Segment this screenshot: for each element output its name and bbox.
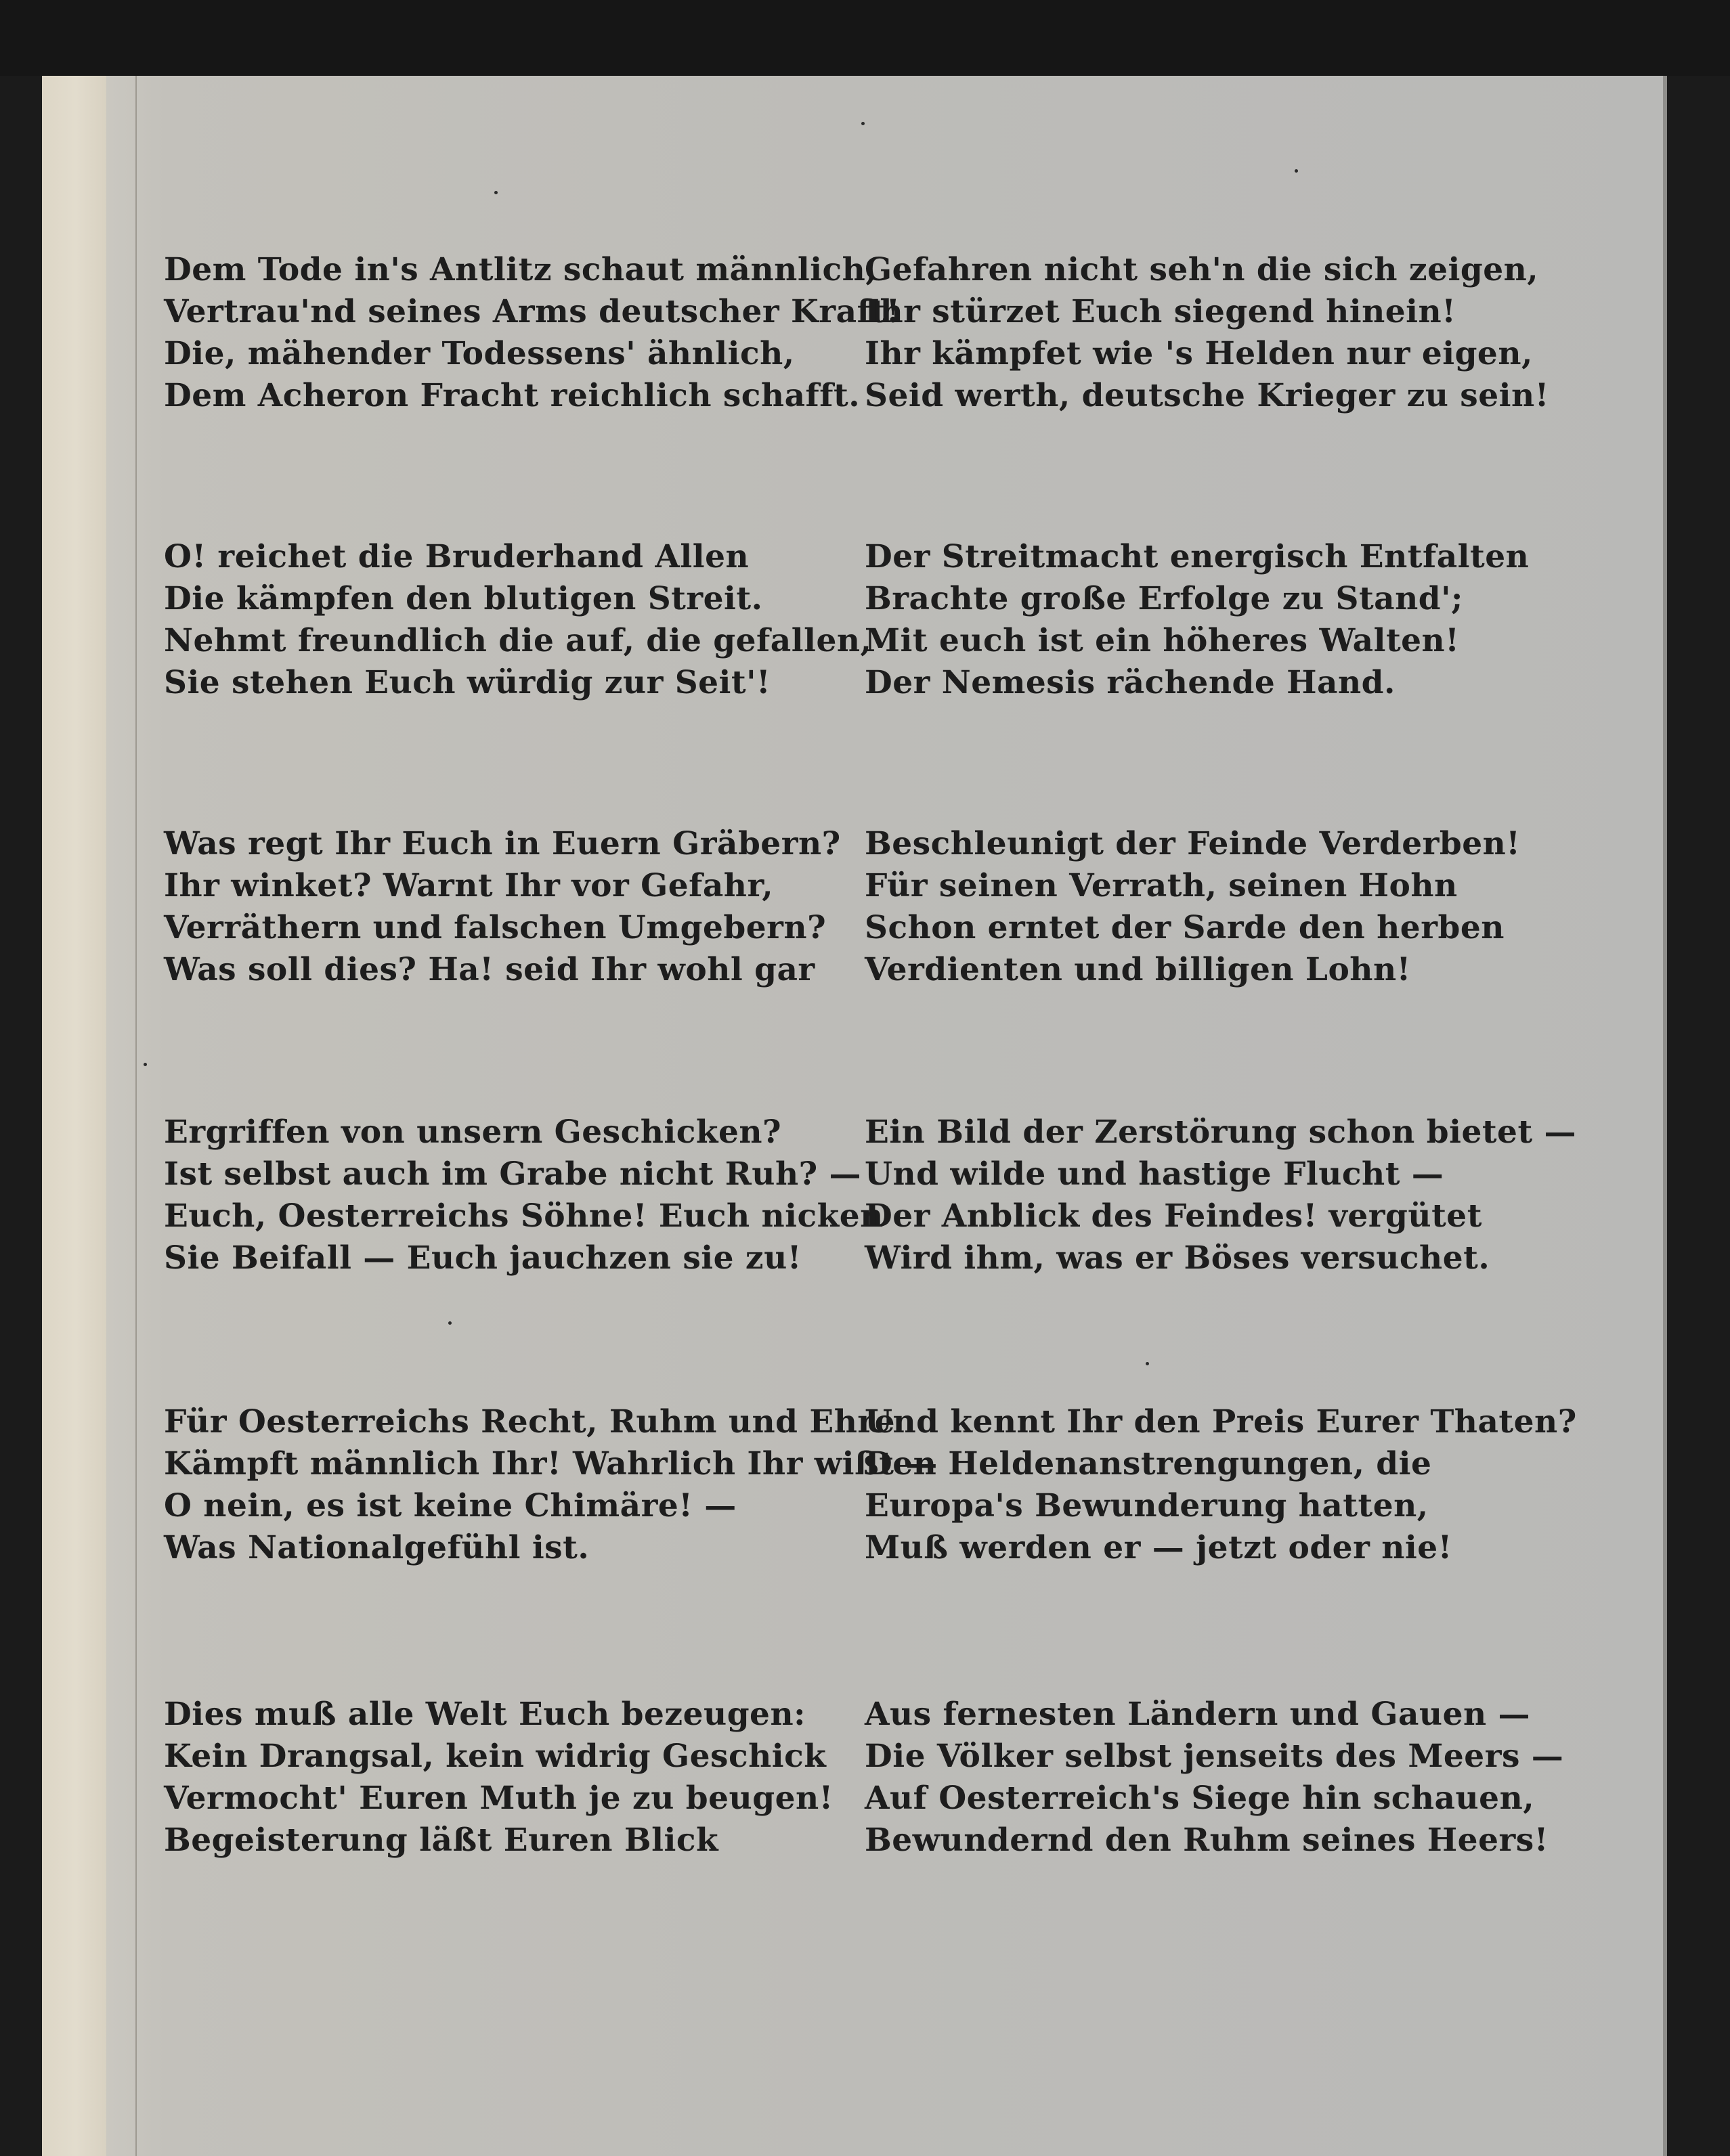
verse-line: Was soll dies? Ha! seid Ihr wohl gar [164,951,815,988]
stanza-left-5 [164,1401,938,1569]
verse-line: O! reichet die Bruderhand Allen [164,538,750,575]
verse-line: Die Völker selbst jenseits des Meers — [865,1738,1564,1775]
stanza-right-6 [865,1694,1564,1862]
verse-line: Ihr kämpfet wie 's Helden nur eigen, [865,335,1533,372]
verse-line: Die kämpfen den blutigen Streit. [164,580,763,617]
binding-margin [42,76,106,2156]
verse-line: O nein, es ist keine Chimäre! — [164,1487,737,1524]
verse-line: Dem Acheron Fracht reichlich schafft. [164,377,861,414]
verse-line: Ist selbst auch im Grabe nicht Ruh? — [164,1156,862,1193]
verse-line: Nehmt freundlich die auf, die gefallen, [164,622,872,659]
scan-background-top [0,0,1730,76]
verse-line: Beschleunigt der Feinde Verderben! [865,825,1521,862]
verse-line: Der Streitmacht energisch Entfalten [865,538,1530,575]
verse-line: Dies muß alle Welt Euch bezeugen: [164,1696,806,1733]
verse-line: Europa's Bewunderung hatten, [865,1487,1429,1524]
paper-speck [494,191,498,194]
stanza-right-5 [865,1401,1577,1569]
verse-line: Verräthern und falschen Umgebern? [164,909,827,946]
verse-line: Den Heldenanstrengungen, die [865,1445,1432,1482]
verse-line: Was regt Ihr Euch in Euern Gräbern? [164,825,841,862]
verse-line: Ein Bild der Zerstörung schon bietet — [865,1114,1577,1151]
verse-line: Der Nemesis rächende Hand. [865,664,1396,701]
verse-line: Brachte große Erfolge zu Stand'; [865,580,1463,617]
stanza-left-4 [164,1112,884,1279]
verse-line: Ergriffen von unsern Geschicken? [164,1114,782,1151]
verse-line: Sie Beifall — Euch jauchzen sie zu! [164,1239,802,1277]
verse-line: Ihr stürzet Euch siegend hinein! [865,293,1456,330]
verse-line: Und kennt Ihr den Preis Eurer Thaten? [865,1403,1577,1440]
verse-line: Schon erntet der Sarde den herben [865,909,1505,946]
page-edge [1663,76,1667,2156]
verse-line: Gefahren nicht seh'n die sich zeigen, [865,251,1539,288]
paper-speck [144,1063,147,1066]
verse-line: Für seinen Verrath, seinen Hohn [865,867,1458,904]
verse-line: Auf Oesterreich's Siege hin schauen, [865,1780,1535,1817]
verse-line: Verdienten und billigen Lohn! [865,951,1411,988]
paper-speck [1146,1362,1149,1365]
verse-line: Vertrau'nd seines Arms deutscher Kraft! [164,293,901,330]
paper-speck [1295,169,1298,173]
verse-line: Bewundernd den Ruhm seines Heers! [865,1822,1549,1859]
verse-line: Muß werden er — jetzt oder nie! [865,1529,1452,1566]
verse-line: Euch, Oesterreichs Söhne! Euch nicken [164,1197,884,1235]
stanza-left-6 [164,1694,841,1862]
verse-line: Und wilde und hastige Flucht — [865,1156,1444,1193]
verse-line: Sie stehen Euch würdig zur Seit'! [164,664,771,701]
verse-line: Die, mähender Todessens' ähnlich, [164,335,795,372]
verse-line: Vermocht' Euren Muth je zu beugen! [164,1780,834,1817]
verse-line: Aus fernesten Ländern und Gauen — [865,1696,1531,1733]
verse-line: Kämpft männlich Ihr! Wahrlich Ihr wißt — [164,1445,938,1482]
verse-line: Was Nationalgefühl ist. [164,1529,590,1566]
verse-line: Wird ihm, was er Böses versuchet. [865,1239,1490,1277]
verse-line: Der Anblick des Feindes! vergütet [865,1197,1482,1235]
stanza-left-2 [164,536,872,704]
stanza-right-4 [865,1112,1577,1279]
paper-speck [448,1321,452,1325]
verse-line: Für Oesterreichs Recht, Ruhm und Ehre [164,1403,896,1440]
verse-line: Seid werth, deutsche Krieger zu sein! [865,377,1549,414]
stanza-right-2 [865,536,1542,704]
stanza-left-3 [164,823,841,991]
stanza-right-1 [865,249,1549,417]
verse-line: Begeisterung läßt Euren Blick [164,1822,719,1859]
document-page [42,76,1667,2156]
verse-line: Dem Tode in's Antlitz schaut männlich, [164,251,878,288]
paper-speck [861,122,865,125]
stanza-left-1 [164,249,901,417]
verse-line: Mit euch ist ein höheres Walten! [865,622,1460,659]
verse-line: Kein Drangsal, kein widrig Geschick [164,1738,827,1775]
stanza-right-3 [865,823,1542,991]
binding-edge [135,76,137,2156]
verse-line: Ihr winket? Warnt Ihr vor Gefahr, [164,867,774,904]
